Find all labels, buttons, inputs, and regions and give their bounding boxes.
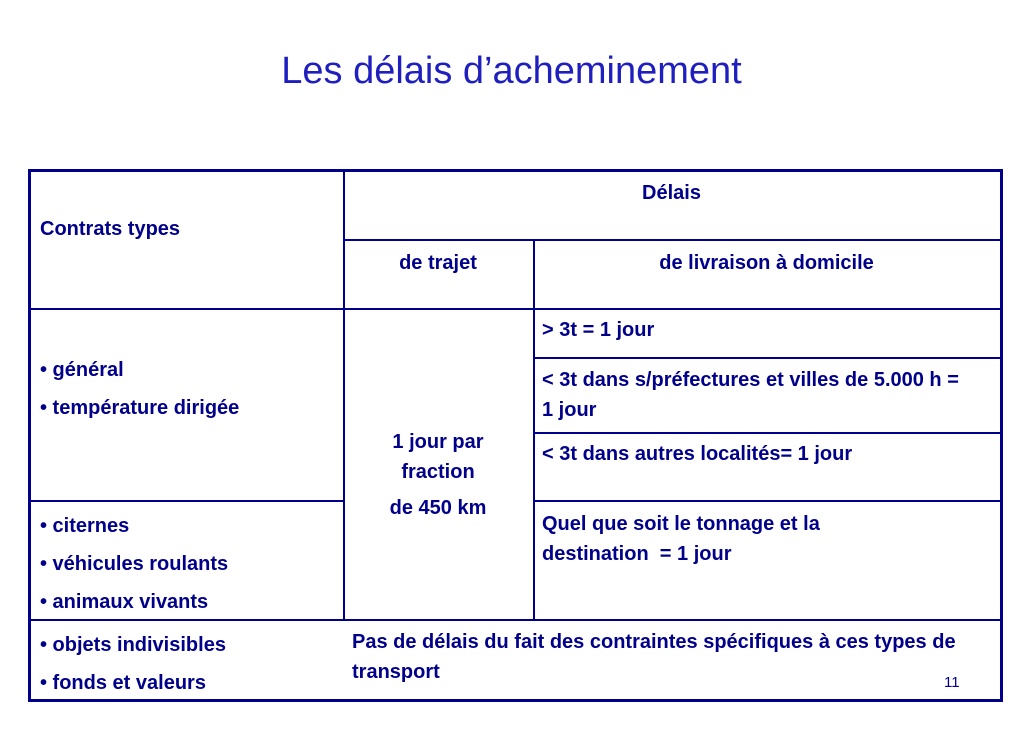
header-contracts: Contrats types bbox=[40, 218, 181, 240]
contract-objets-indivisibles: • objets indivisibles bbox=[40, 634, 226, 656]
trajet-line-2: fraction bbox=[401, 461, 475, 483]
trajet-line-3: de 450 km bbox=[389, 497, 487, 519]
livraison-over-3t: > 3t = 1 jour bbox=[542, 319, 655, 341]
header-delais: Délais bbox=[642, 182, 701, 204]
trajet-value bbox=[343, 427, 533, 523]
row-divider-liv-1 bbox=[533, 357, 1000, 359]
header-trajet: de trajet bbox=[399, 252, 477, 274]
row-divider-group1-right bbox=[533, 500, 1000, 502]
col-divider-2 bbox=[533, 239, 535, 619]
trajet-line-1: 1 jour par bbox=[392, 431, 484, 453]
row-divider-header-sub bbox=[343, 239, 1000, 241]
contract-citernes: • citernes bbox=[40, 515, 130, 537]
row-divider-group1-left bbox=[31, 500, 343, 502]
contract-animaux: • animaux vivants bbox=[40, 591, 209, 613]
row-divider-header bbox=[31, 308, 1000, 310]
livraison-autres-localites: < 3t dans autres localités= 1 jour bbox=[542, 443, 853, 465]
contract-vehicules: • véhicules roulants bbox=[40, 553, 229, 575]
group1-contract-types bbox=[40, 351, 340, 427]
contract-fonds-valeurs: • fonds et valeurs bbox=[40, 672, 206, 694]
row-divider-liv-2 bbox=[533, 432, 1000, 434]
delivery-delays-table bbox=[28, 169, 1003, 702]
slide-title: Les délais d’acheminement bbox=[281, 50, 742, 92]
contract-temperature: • température dirigée bbox=[40, 397, 240, 419]
no-delay-note: Pas de délais du fait des contraintes spécifiques à ces types de transport bbox=[352, 631, 956, 683]
group2-contract-types bbox=[40, 507, 340, 621]
livraison-tonnage: Quel que soit le tonnage et la destination = 1 jour bbox=[542, 513, 826, 565]
livraison-prefectures: < 3t dans s/préfectures et villes de 5.000 h = 1 jour bbox=[542, 369, 959, 421]
header-livraison: de livraison à domicile bbox=[659, 252, 874, 274]
contract-general: • général bbox=[40, 359, 124, 381]
page-number: 11 bbox=[944, 674, 960, 691]
group3-contract-types bbox=[40, 626, 340, 702]
